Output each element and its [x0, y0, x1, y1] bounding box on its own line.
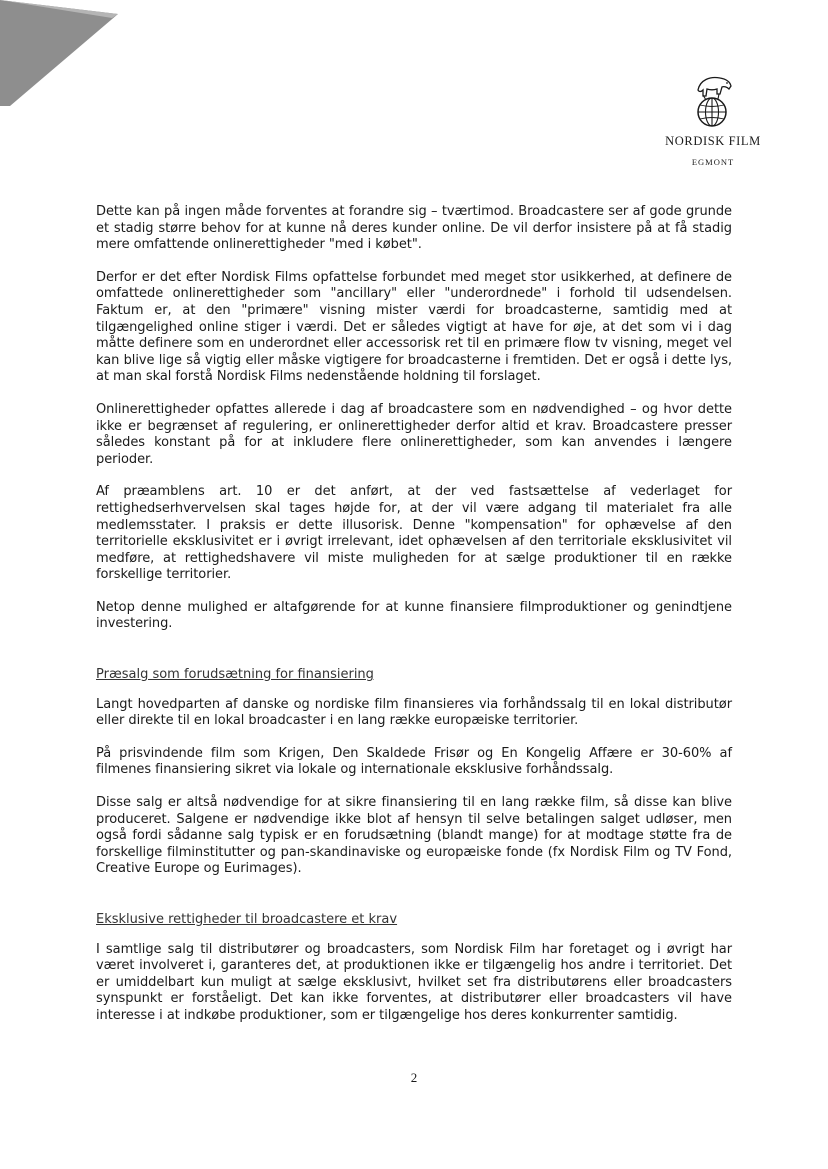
page-number: 2: [410, 1070, 418, 1085]
document-body: [96, 204, 732, 1041]
section-heading-exclusive-rights: Eksklusive rettigheder til broadcastere et krav: [96, 912, 398, 927]
paragraph: I samtlige salg til distributører og broadcasters, som Nordisk Film har foretaget og i øvrigt har været involveret i, garanteres det, at produktionen ikke er tilgængelig hos andre i territoriet. Det er umiddelbart kun muligt at sælge eksklusivt, hvilket set fra distributørens eller broadcasters synspunkt er forståeligt. Det kan ikke forventes, at distributører eller broadcasters vil have interesse i at indkøbe produktioner, som er tilgængelige hos deres konkurrenter samtidig.: [96, 941, 732, 1023]
paragraph: Af præamblens art. 10 er det anført, at der ved fastsættelse af vederlaget for rettighedserhvervelsen skal tages højde for, at der vil være adgang til materialet fra alle medlemsstater. I praksis er dette illusorisk. Denne "kompensation" for ophævelse af den territorielle eksklusivitet er i øvrigt irrelevant, idet ophævelsen af den territoriale eksklusivitet vil medføre, at rettighedshavere vil miste muligheden for at sælge produktioner til en række forskellige territorier.: [96, 484, 732, 583]
polar-bear-globe-icon: [690, 72, 736, 132]
section-heading-presale: Præsalg som forudsætning for finansiering: [96, 667, 374, 683]
paragraph: Disse salg er altså nødvendige for at sikre finansiering til en lang række film, så disse kan blive produceret. Salgene er nødvendige ikke blot af hensyn til selve betalingen salget udløser, men også fordi sådanne salg typisk er en forudsætning (blandt mange) for at modtage støtte fra de forskellige filminstitutter og pan-skandinaviske og europæiske fonde (fx Nordisk Film og TV Fond, Creative Europe og Eurimages).: [96, 795, 732, 877]
paragraph: På prisvindende film som Krigen, Den Skaldede Frisør og En Kongelig Affære er 30-60% af filmenes finansiering sikret via lokale og internationale eksklusive forhåndssalg.: [96, 745, 732, 778]
paragraph: Langt hovedparten af danske og nordiske film finansieres via forhåndssalg til en lokal distributør eller direkte til en lokal broadcaster i en lang række europæiske territorier.: [96, 696, 732, 729]
paragraph: Netop denne mulighed er altafgørende for at kunne finansiere filmproduktioner og genindtjene investering.: [96, 599, 732, 632]
logo-subtitle: EGMONT: [691, 157, 735, 167]
folded-corner: [0, 0, 120, 108]
company-logo: [648, 72, 778, 167]
paragraph: Derfor er det efter Nordisk Films opfattelse forbundet med meget stor usikkerhed, at definere de omfattede onlinerettigheder som "ancillary" eller "underordnede" i forhold til udsendelsen. Faktum er, at den "primære" visning mister værdi for broadcasterne, samtidig med at tilgængelighed online stiger i værdi. Det er således vigtigt at have for øje, at det som vi i dag måtte definere som en underordnet eller accessorisk ret til en primære flow tv visning, meget vel kan blive lige så vigtig eller måske vigtigere for broadcasterne i fremtiden. Det er også i dette lys, at man skal forstå Nordisk Films nedenstående holdning til forslaget.: [96, 269, 732, 385]
logo-company-name: NORDISK FILM: [665, 134, 761, 148]
paragraph: Onlinerettigheder opfattes allerede i dag af broadcastere som en nødvendighed – og hvor dette ikke er begrænset af regulering, er onlinerettigheder derfor altid et krav. Broadcastere presser således konstant på for at inkludere flere onlinerettigheder, som kan anvendes i længere perioder.: [96, 401, 732, 467]
paragraph: Dette kan på ingen måde forventes at forandre sig – tværtimod. Broadcastere ser af gode grunde et stadig større behov for at kunne nå deres kunder online. De vil derfor insistere på at få stadig mere omfattende onlinerettigheder "med i købet".: [96, 204, 732, 253]
